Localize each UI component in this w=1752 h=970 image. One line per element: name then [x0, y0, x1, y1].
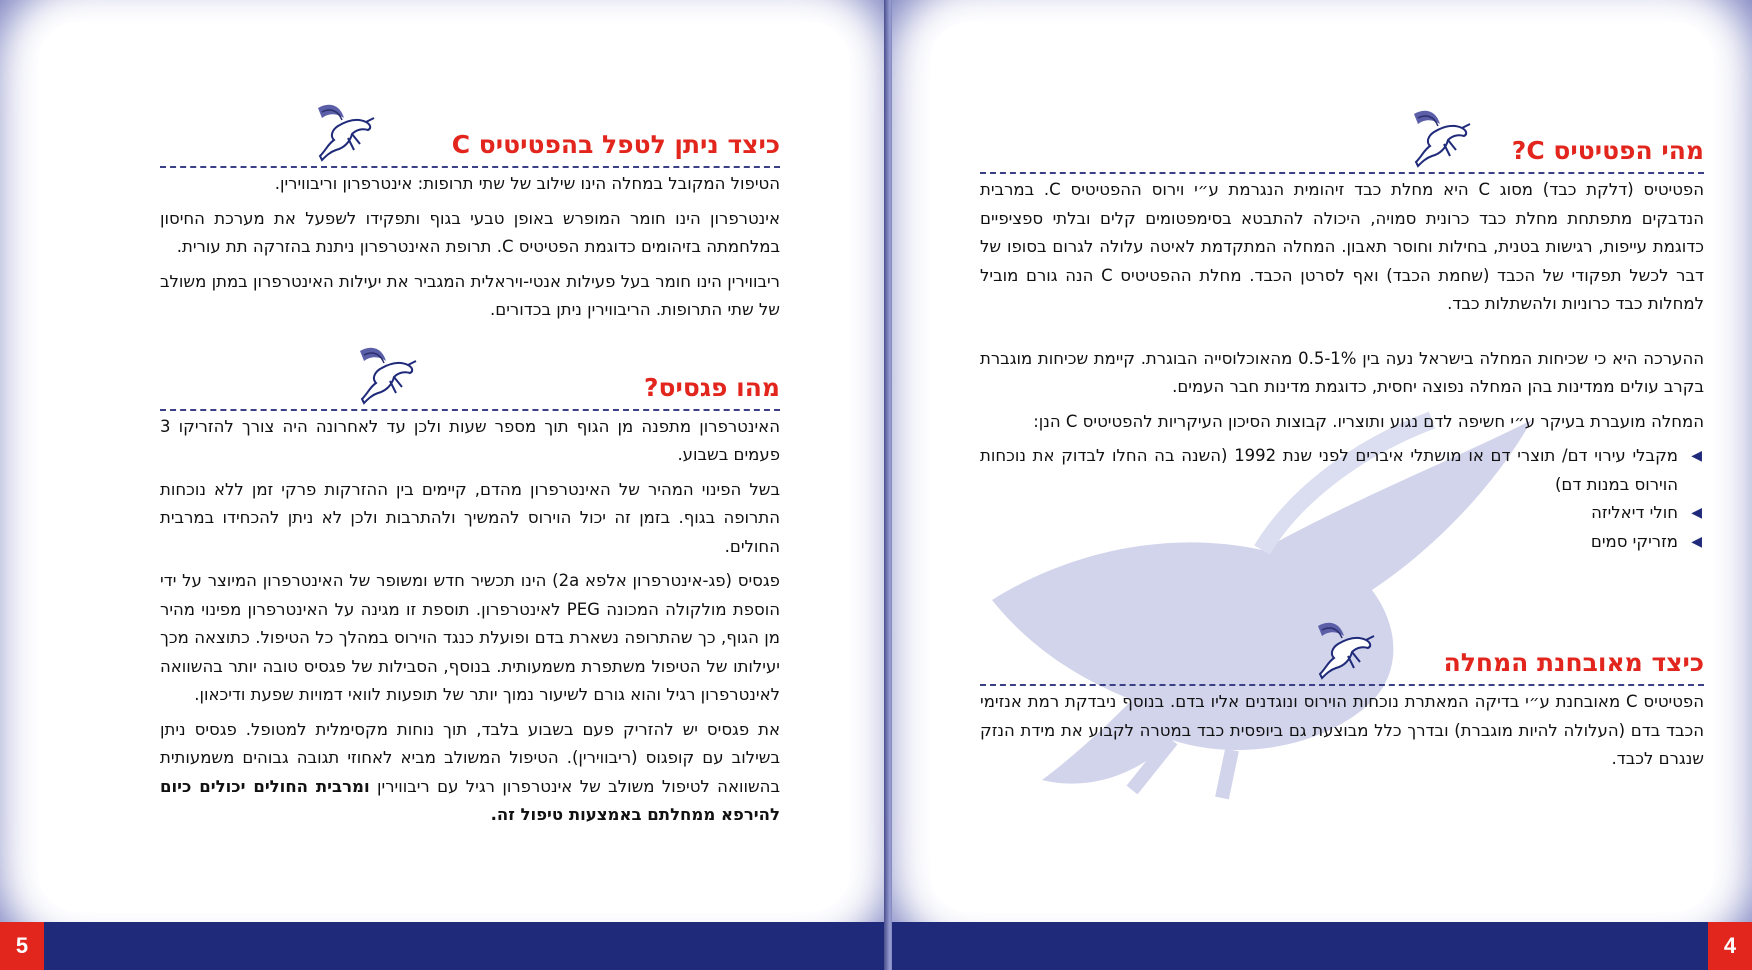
paragraph — [160, 716, 780, 830]
page-number: 4 — [1708, 922, 1752, 970]
section-header — [160, 347, 780, 413]
paragraph-text: את פגסיס יש להזריק פעם בשבוע בלבד, תוך נוחות מקסימלית למטופל. פגסיס ניתן בשילוב עם קופגוס (ריבווירין). הטיפול המשולב מביא לאחוזי תגובה גבוהים משמעותית בהשוואה לטיפול משולב של אינטרפרון רגיל עם ריבווירין — [160, 719, 780, 796]
pegasus-icon — [350, 343, 420, 407]
list-item-text: מזריקי סמים — [1590, 531, 1678, 551]
left-page-content — [160, 82, 780, 830]
paragraph: האינטרפרון מתפנה מן הגוף תוך מספר שעות ולכן עד לאחרונה היה צורך להזריקו 3 פעמים בשבוע. — [160, 416, 780, 464]
paragraph: ההערכה היא כי שכיחות המחלה בישראל נעה בין 0.5-1% מהאוכלוסייה הבוגרת. קיימת שכיחות מוגברת בקרב עולים ממדינות בהן המחלה נפוצה יחסית, כדוגמת מדינות חבר העמים. — [980, 348, 1705, 396]
section-heading: כיצד מאובחנת המחלה — [1443, 648, 1704, 677]
pegasus-icon — [1308, 618, 1378, 682]
section-body — [980, 688, 1704, 774]
list-item-text: מקבלי עירוי דם/ תוצרי דם או מושתלי איברים לפני שנת 1992 (השנה בה החלו לבדוק את נוכחות הוירוס במנות דם) — [980, 446, 1678, 494]
paragraph: הפטיטיס C מאובחנת ע״י בדיקה המאתרת נוכחות הוירוס ונוגדנים אליו בדם. בנוסף ניבדקת רמת אנזימי הכבד בדם (העלולה להיות מוגברת) ובדרך כלל מבוצעת גם ביופסית כבד במטרה לקבוע את מידת הנזק שנגרם לכבד. — [980, 692, 1704, 768]
section-header — [980, 110, 1704, 176]
arrow-left-icon: ◀ — [1691, 448, 1702, 464]
section-body — [980, 176, 1704, 556]
right-page — [892, 0, 1752, 970]
paragraph: בשל הפינוי המהיר של האינטרפרון מהדם, קיימים בין ההזרקות פרקי זמן ללא נוכחות התרופה בגוף. בזמן זה יכול הוירוס להמשיך ולהתרבות ולכן לא ניתן להכחידו במרבית החולים. — [160, 479, 780, 556]
arrow-left-icon: ◀ — [1691, 505, 1702, 521]
pegasus-icon — [1404, 106, 1474, 170]
heading-divider — [980, 684, 1704, 686]
paragraph: הטיפול המקובל במחלה הינו שילוב של שתי תרופות: אינטרפרון וריבווירין. — [274, 174, 780, 193]
list-item — [980, 442, 1704, 499]
list-item — [980, 499, 1704, 528]
paragraph: ריבווירין הינו חומר בעל פעילות אנטי-ויראלית המגביר את יעילות האינטרפרון במתן משולב של שתי התרופות. הריבווירין ניתן בכדורים. — [160, 271, 780, 319]
heading-divider — [160, 166, 780, 168]
paragraph: המחלה מועברת בעיקר ע״י חשיפה לדם נגוע ותוצריו. קבוצות הסיכון העיקריות להפטיטיס C הנן: — [1033, 411, 1704, 431]
section-header — [160, 104, 780, 170]
list-item-text: חולי דיאליזה — [1591, 503, 1678, 522]
paragraph: פגסיס (פג-אינטרפרון אלפא 2a) הינו תכשיר חדש ומשופר של האינטרפרון המיוצר על ידי הוספת מולקולה המכונה PEG לאינטרפרון. תוספת זו מגינה על האינטרפרון מפינוי מהיר מן הגוף, כך שהתרופה נשארת בדם ופועלת כנגד הוירוס במהלך כל הטיפול. כתוצאה מכך יעילותו של הטיפול משתפרת משמעותית. בנוסף, הסבילות של פגסיס טובה יותר בהשוואה לאינטרפרון רגיל והוא גורם לשיעור נמוך יותר של תופעות לוואי דמויות שפעת ודיכאון. — [160, 571, 781, 704]
paragraph: אינטרפרון הינו חומר המופרש באופן טבעי בגוף ותפקידו לשפעל את מערכת החיסון במלחמתה בזיהומים כדוגמת הפטיטיס C. תרופת האינטרפרון ניתנת בהזרקה תת עורית. — [160, 208, 780, 256]
arrow-left-icon: ◀ — [1691, 533, 1702, 550]
heading-divider — [160, 409, 780, 411]
risk-group-list — [980, 442, 1704, 556]
list-item — [980, 528, 1704, 557]
section-heading: מהי הפטיטיס C? — [1511, 136, 1704, 165]
section-heading: כיצד ניתן לטפל בהפטיטיס C — [451, 130, 780, 159]
bottom-bar — [892, 922, 1752, 970]
bottom-bar — [0, 922, 888, 970]
right-page-content — [980, 88, 1704, 780]
section-body — [160, 413, 780, 830]
paragraph: הפטיטיס (דלקת כבד) מסוג C היא מחלת כבד זיהומית הנגרמת ע״י וירוס ההפטיטיס C. במרבית הנדבקים מתפתחת מחלת כבד כרונית סמויה, היכולה להתבטא בסימפטומים קלים ובלתי ספציפיים כדוגמת עייפות, רגישות בטנית, בחילות וחוסר תאבון. המחלה המתקדמת לאיטה עלולה לגרום בסופו של דבר לכשל תפקודי של הכבד (שחמת הכבד) ואף לסרטן הכבד. מחלת ההפטיטיס C הנה גורם מוביל למחלות כבד כרוניות ולהשתלות כבד. — [980, 180, 1704, 313]
section-heading: מהו פגסיס? — [643, 372, 780, 402]
section-header — [980, 622, 1704, 688]
heading-divider — [980, 172, 1704, 174]
page-number: 5 — [0, 922, 44, 970]
pegasus-icon — [308, 100, 378, 164]
bold-closing-text: ומרבית החולים יכולים כיום להירפא ממחלתם באמצעות טיפול זה. — [160, 776, 780, 824]
section-body — [160, 170, 780, 325]
